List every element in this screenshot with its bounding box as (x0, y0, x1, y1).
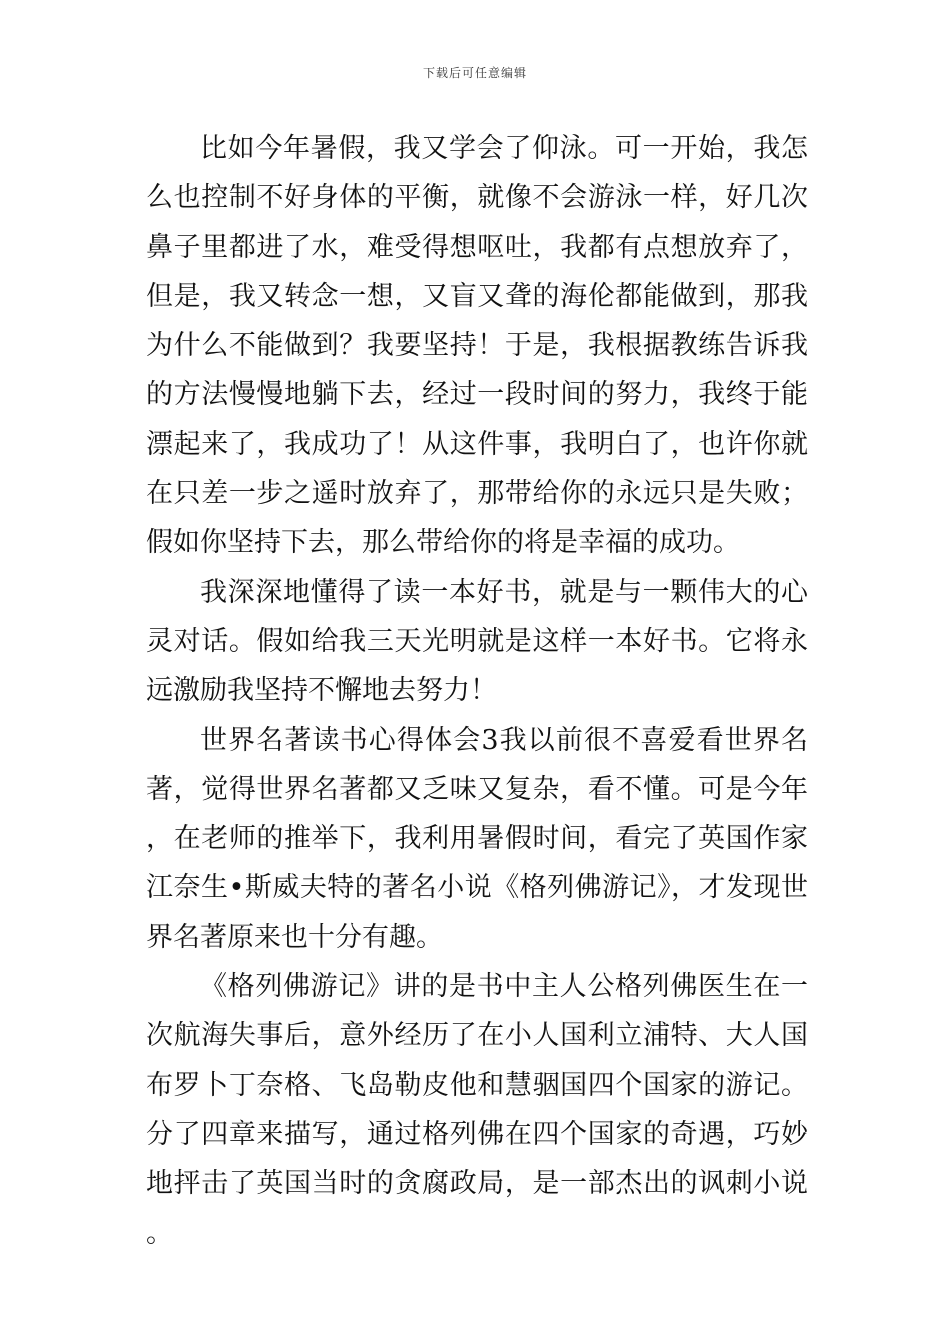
page-header: 下载后可任意编辑 (422, 66, 527, 80)
paragraph: 《格列佛游记》讲的是书中主人公格列佛医生在一次航海失事后，意外经历了在小人国利立浦特、大人国布罗卜丁奈格、飞岛勒皮他和慧骃国四个国家的游记。分了四章来描写，通过格列佛在四个国家的奇遇，巧妙地抨击了英国当时的贪腐政局，是一部杰出的讽刺小说。 (146, 971, 808, 1249)
paragraph: 比如今年暑假，我又学会了仰泳。可一开始，我怎么也控制不好身体的平衡，就像不会游泳一样，好几次鼻子里都进了水，难受得想呕吐，我都有点想放弃了，但是，我又转念一想，又盲又聋的海伦都能做到，那我为什么不能做到？我要坚持！于是，我根据教练告诉我的方法慢慢地躺下去，经过一段时间的努力，我终于能漂起来了，我成功了！从这件事，我明白了，也许你就在只差一步之遥时放弃了，那带给你的永远只是失败；假如你坚持下去，那么带给你的将是幸福的成功。 (146, 133, 808, 559)
paragraph: 我深深地懂得了读一本好书，就是与一颗伟大的心灵对话。假如给我三天光明就是这样一本好书。它将永远激励我坚持不懈地去努力！ (146, 576, 808, 707)
document-body (146, 124, 808, 1258)
paragraph: 世界名著读书心得体会3我以前很不喜爱看世界名著，觉得世界名著都又乏味又复杂，看不懂。可是今年，在老师的推举下，我利用暑假时间，看完了英国作家江奈生•斯威夫特的著名小说《格列佛游记》，才发现世界名著原来也十分有趣。 (146, 724, 808, 953)
